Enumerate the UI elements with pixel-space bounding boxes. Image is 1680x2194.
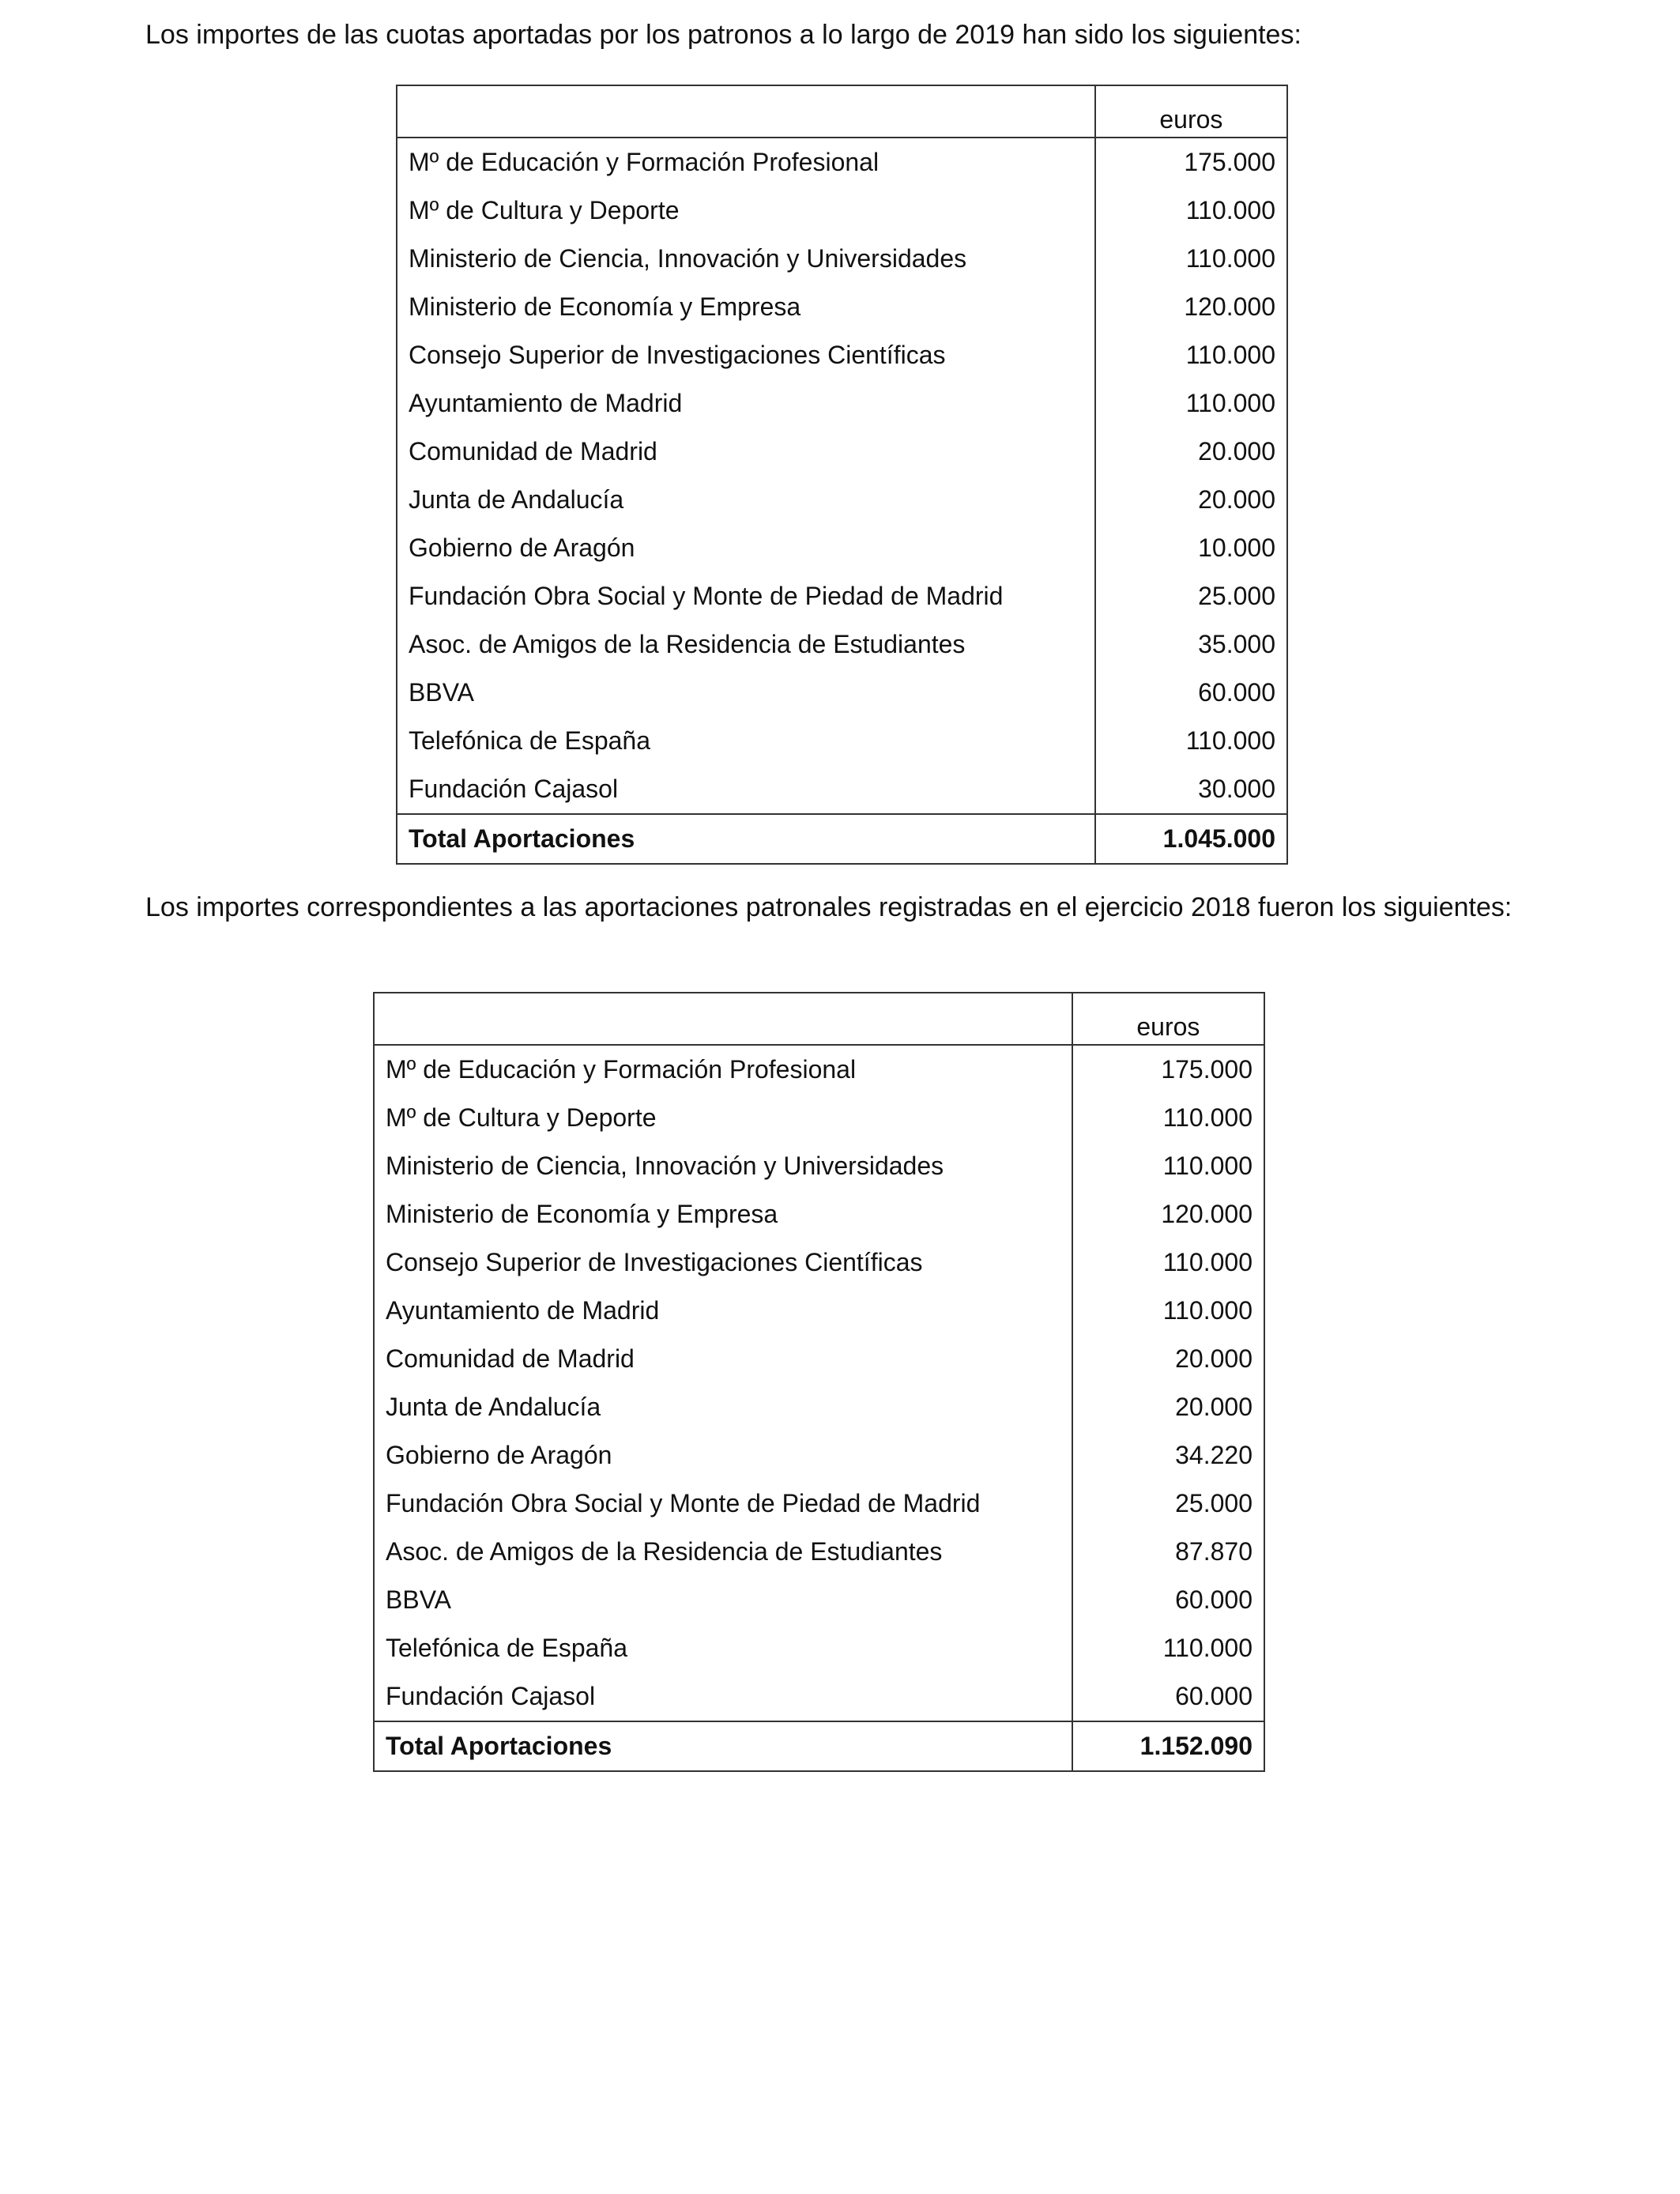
row-entity-name: Mº de Educación y Formación Profesional bbox=[386, 1055, 857, 1084]
row-amount: 175.000 bbox=[1072, 1045, 1264, 1094]
table-header-row bbox=[397, 85, 1287, 138]
row-amount: 110.000 bbox=[1072, 1142, 1264, 1190]
row-amount: 110.000 bbox=[1072, 1287, 1264, 1335]
row-entity-name: Telefónica de España bbox=[409, 726, 650, 755]
table-row bbox=[397, 765, 1287, 814]
row-amount: 20.000 bbox=[1095, 428, 1287, 476]
table-row bbox=[397, 428, 1287, 476]
table-row bbox=[374, 1624, 1264, 1672]
table-row bbox=[374, 1576, 1264, 1624]
row-amount: 175.000 bbox=[1095, 138, 1287, 187]
table-row bbox=[397, 283, 1287, 331]
table-row bbox=[397, 476, 1287, 524]
row-amount: 110.000 bbox=[1095, 717, 1287, 765]
row-entity-name: Telefónica de España bbox=[386, 1634, 627, 1662]
row-entity-name: Ministerio de Ciencia, Innovación y Universidades bbox=[409, 244, 967, 273]
row-amount: 35.000 bbox=[1095, 620, 1287, 669]
row-amount: 25.000 bbox=[1095, 572, 1287, 620]
row-entity-name: Asoc. de Amigos de la Residencia de Estudiantes bbox=[409, 630, 966, 658]
row-entity-name: Ayuntamiento de Madrid bbox=[409, 389, 683, 417]
contributions-table-2019 bbox=[396, 85, 1288, 865]
table-row bbox=[374, 1480, 1264, 1528]
row-amount: 60.000 bbox=[1072, 1576, 1264, 1624]
table-header-row bbox=[374, 993, 1264, 1045]
row-entity-name: Asoc. de Amigos de la Residencia de Estudiantes bbox=[386, 1537, 943, 1566]
row-amount: 120.000 bbox=[1072, 1190, 1264, 1238]
table-row bbox=[397, 669, 1287, 717]
row-entity-name: Consejo Superior de Investigaciones Científicas bbox=[386, 1248, 923, 1276]
table-row bbox=[374, 1190, 1264, 1238]
row-entity-name: Mº de Educación y Formación Profesional bbox=[409, 148, 880, 176]
row-amount: 110.000 bbox=[1095, 331, 1287, 379]
table-row bbox=[374, 1238, 1264, 1287]
row-entity-name: Comunidad de Madrid bbox=[409, 437, 657, 466]
row-amount: 60.000 bbox=[1095, 669, 1287, 717]
row-entity-name: Gobierno de Aragón bbox=[409, 533, 635, 562]
table-row bbox=[397, 235, 1287, 283]
row-entity-name: Ministerio de Ciencia, Innovación y Universidades bbox=[386, 1152, 944, 1180]
total-label: Total Aportaciones bbox=[374, 1721, 1072, 1771]
row-amount: 110.000 bbox=[1072, 1238, 1264, 1287]
total-row bbox=[374, 1721, 1264, 1771]
row-amount: 20.000 bbox=[1072, 1383, 1264, 1431]
row-entity-name: Ministerio de Economía y Empresa bbox=[409, 292, 801, 321]
row-entity-name: Comunidad de Madrid bbox=[386, 1344, 635, 1373]
row-amount: 20.000 bbox=[1095, 476, 1287, 524]
row-amount: 87.870 bbox=[1072, 1528, 1264, 1576]
total-label: Total Aportaciones bbox=[397, 814, 1095, 864]
header-euros: euros bbox=[1095, 85, 1287, 138]
row-entity-name: Junta de Andalucía bbox=[409, 485, 624, 514]
total-value: 1.045.000 bbox=[1095, 814, 1287, 864]
header-empty-cell bbox=[397, 85, 1095, 138]
table-row bbox=[397, 717, 1287, 765]
table-row bbox=[397, 620, 1287, 669]
row-amount: 110.000 bbox=[1072, 1094, 1264, 1142]
row-amount: 110.000 bbox=[1095, 235, 1287, 283]
intro-2018: Los importes correspondientes a las aportaciones patronales registradas en el ejercicio 2018 fueron los siguientes: bbox=[145, 892, 1512, 922]
row-amount: 10.000 bbox=[1095, 524, 1287, 572]
row-entity-name: Mº de Cultura y Deporte bbox=[386, 1103, 657, 1132]
table-row bbox=[374, 1383, 1264, 1431]
row-entity-name: Consejo Superior de Investigaciones Científicas bbox=[409, 341, 946, 369]
intro-2019: Los importes de las cuotas aportadas por los patronos a lo largo de 2019 han sido los siguientes: bbox=[145, 20, 1301, 50]
table-row bbox=[374, 1335, 1264, 1383]
table-row bbox=[374, 1431, 1264, 1480]
row-entity-name: Fundación Cajasol bbox=[386, 1682, 596, 1710]
table-row bbox=[374, 1528, 1264, 1576]
row-amount: 110.000 bbox=[1072, 1624, 1264, 1672]
row-entity-name: Fundación Cajasol bbox=[409, 775, 619, 803]
header-euros: euros bbox=[1072, 993, 1264, 1045]
row-entity-name: Fundación Obra Social y Monte de Piedad de Madrid bbox=[409, 582, 1004, 610]
row-amount: 25.000 bbox=[1072, 1480, 1264, 1528]
row-entity-name: Ayuntamiento de Madrid bbox=[386, 1296, 660, 1325]
row-entity-name: Gobierno de Aragón bbox=[386, 1441, 612, 1469]
row-amount: 110.000 bbox=[1095, 379, 1287, 428]
row-entity-name: Mº de Cultura y Deporte bbox=[409, 196, 680, 224]
row-amount: 34.220 bbox=[1072, 1431, 1264, 1480]
table-row bbox=[374, 1672, 1264, 1721]
table-row bbox=[397, 331, 1287, 379]
row-entity-name: Ministerio de Economía y Empresa bbox=[386, 1200, 778, 1228]
row-amount: 20.000 bbox=[1072, 1335, 1264, 1383]
total-value: 1.152.090 bbox=[1072, 1721, 1264, 1771]
row-amount: 120.000 bbox=[1095, 283, 1287, 331]
row-amount: 60.000 bbox=[1072, 1672, 1264, 1721]
contributions-table-2018 bbox=[373, 992, 1265, 1772]
row-amount: 110.000 bbox=[1095, 187, 1287, 235]
row-entity-name: Junta de Andalucía bbox=[386, 1393, 601, 1421]
table-row bbox=[374, 1045, 1264, 1094]
row-entity-name: Fundación Obra Social y Monte de Piedad de Madrid bbox=[386, 1489, 981, 1517]
row-entity-name: BBVA bbox=[409, 678, 474, 707]
table-row bbox=[374, 1287, 1264, 1335]
row-amount: 30.000 bbox=[1095, 765, 1287, 814]
table-row bbox=[397, 379, 1287, 428]
header-empty-cell bbox=[374, 993, 1072, 1045]
total-row bbox=[397, 814, 1287, 864]
table-row bbox=[397, 524, 1287, 572]
row-entity-name: BBVA bbox=[386, 1585, 451, 1614]
table-row bbox=[374, 1094, 1264, 1142]
table-row bbox=[397, 187, 1287, 235]
table-row bbox=[397, 138, 1287, 187]
table-row bbox=[374, 1142, 1264, 1190]
table-row bbox=[397, 572, 1287, 620]
